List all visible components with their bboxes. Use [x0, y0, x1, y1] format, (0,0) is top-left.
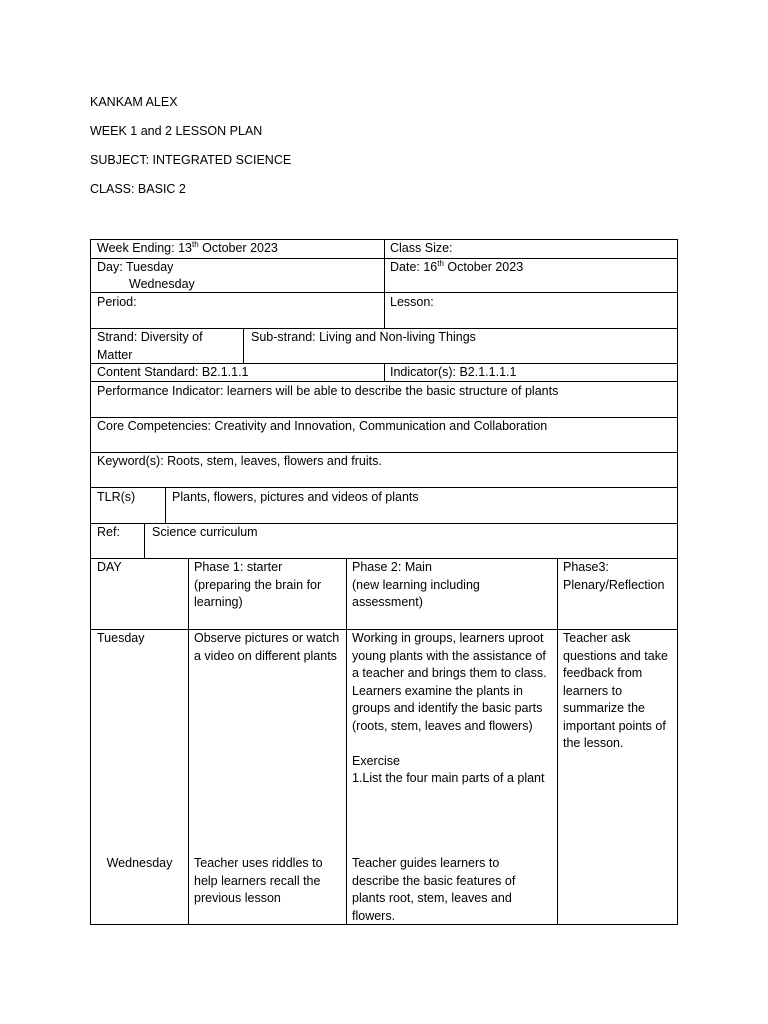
lesson: Lesson: — [390, 295, 434, 309]
tlr-value: Plants, flowers, pictures and videos of plants — [172, 490, 419, 504]
class-line: CLASS: BASIC 2 — [90, 182, 186, 196]
performance-indicator: Performance Indicator: learners will be able to describe the basic structure of plants — [97, 384, 559, 398]
period: Period: — [97, 295, 137, 309]
class-size: Class Size: — [390, 241, 453, 255]
tuesday-phase3: Teacher ask questions and take feedback from learners to summarize the important points of the lesson. — [563, 631, 668, 750]
day-label: Day: Tuesday — [97, 260, 174, 274]
tuesday-phase1: Observe pictures or watch a video on different plants — [194, 631, 340, 663]
ref-value: Science curriculum — [152, 525, 258, 539]
indicator: Indicator(s): B2.1.1.1.1 — [390, 365, 517, 379]
tuesday-phase2: Working in groups, learners uproot young plants with the assistance of a teacher and brings them to class. Learners examine the plants in groups and identify the basic parts (roots, stem, leaves and flowers) Exercise 1.List the four main parts of a plant — [352, 631, 547, 785]
column-phase2: Phase 2: Main (new learning including assessment) — [352, 560, 480, 609]
week-ending: Week Ending: 13th October 2023 — [97, 239, 278, 255]
teacher-name: KANKAM ALEX — [90, 95, 178, 109]
keywords: Keyword(s): Roots, stem, leaves, flowers and fruits. — [97, 454, 382, 468]
sub-strand: Sub-strand: Living and Non-living Things — [251, 330, 476, 344]
subject-line: SUBJECT: INTEGRATED SCIENCE — [90, 153, 292, 167]
wednesday-phase2: Teacher guides learners to describe the basic features of plants root, stem, leaves and flowers. — [352, 856, 516, 923]
content-standard: Content Standard: B2.1.1.1 — [97, 365, 249, 379]
lesson-date: Date: 16th October 2023 — [390, 258, 524, 274]
lesson-plan-table — [90, 239, 678, 925]
plan-title: WEEK 1 and 2 LESSON PLAN — [90, 124, 263, 138]
tlr-label: TLR(s) — [97, 490, 136, 504]
column-phase3: Phase3: Plenary/Reflection — [563, 560, 665, 592]
column-phase1: Phase 1: starter (preparing the brain for learning) — [194, 560, 322, 609]
tuesday-day: Tuesday — [97, 631, 145, 645]
strand: Strand: Diversity of Matter — [97, 330, 203, 362]
ref-label: Ref: — [97, 525, 120, 539]
core-competencies: Core Competencies: Creativity and Innovation, Communication and Collaboration — [97, 419, 548, 433]
wednesday-phase1: Teacher uses riddles to help learners recall the previous lesson — [194, 856, 323, 905]
day-second: Wednesday — [129, 277, 195, 291]
column-day: DAY — [97, 560, 122, 574]
wednesday-day: Wednesday — [106, 856, 173, 870]
